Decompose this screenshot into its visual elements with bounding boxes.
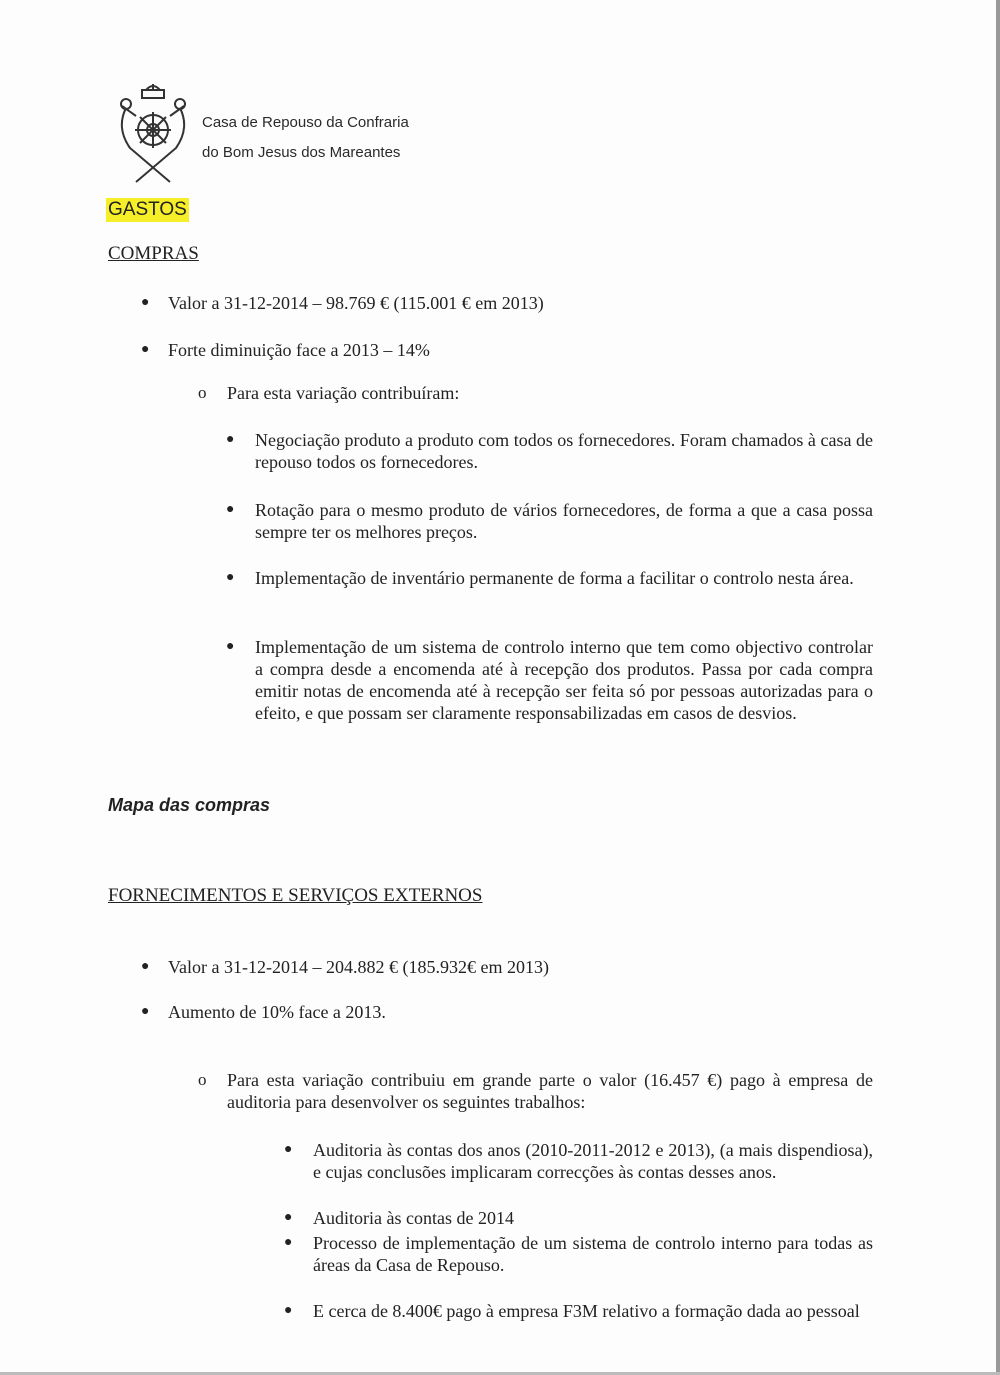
bullet-icon: ● [284, 1142, 293, 1157]
fse-item: Auditoria às contas de 2014 [313, 1208, 514, 1228]
compras-change: Forte diminuição face a 2013 – 14% [168, 340, 430, 360]
compras-value: Valor a 31-12-2014 – 98.769 € (115.001 € em 2013) [168, 293, 544, 313]
fse-sub-intro: Para esta variação contribuiu em grande parte o valor (16.457 €) pago à empresa de auditoria para desenvolver os seguintes trabalhos: [227, 1070, 873, 1112]
bullet-icon: ● [226, 432, 235, 447]
bullet-icon: ● [226, 639, 235, 654]
heading-fse: FORNECIMENTOS E SERVIÇOS EXTERNOS [108, 885, 483, 906]
circle-bullet-icon: o [198, 1070, 207, 1089]
bullet-icon: ● [284, 1303, 293, 1318]
confraria-logo-icon [112, 84, 194, 186]
bullet-icon: ● [226, 570, 235, 585]
compras-item: Implementação de um sistema de controlo interno que tem como objectivo controlar a compra desde a encomenda até à recepção dos produtos. Passa por cada compra emitir notas de encomenda até à recepção ser feita só por pessoas autorizadas para o efeito, e que possam ser claramente responsabilizadas em casos de desvios. [255, 637, 873, 723]
bullet-icon: ● [141, 342, 150, 357]
compras-item: Negociação produto a produto com todos os fornecedores. Foram chamados à casa de repouso todos os fornecedores. [255, 430, 873, 472]
fse-item: Processo de implementação de um sistema de controlo interno para todas as áreas da Casa de Repouso. [313, 1233, 873, 1275]
bullet-icon: ● [284, 1235, 293, 1250]
compras-item: Implementação de inventário permanente de forma a facilitar o controlo nesta área. [255, 568, 854, 588]
circle-bullet-icon: o [198, 383, 207, 402]
fse-change: Aumento de 10% face a 2013. [168, 1002, 386, 1022]
compras-item: Rotação para o mesmo produto de vários fornecedores, de forma a que a casa possa sempre ter os melhores preços. [255, 500, 873, 542]
bullet-icon: ● [284, 1210, 293, 1225]
bullet-icon: ● [226, 502, 235, 517]
bullet-icon: ● [141, 295, 150, 310]
org-name-line2: do Bom Jesus dos Mareantes [202, 144, 401, 161]
fse-item: E cerca de 8.400€ pago à empresa F3M relativo a formação dada ao pessoal [313, 1301, 860, 1321]
compras-sub-intro: Para esta variação contribuíram: [227, 383, 460, 403]
scan-edge [996, 0, 1000, 1375]
fse-value: Valor a 31-12-2014 – 204.882 € (185.932€ em 2013) [168, 957, 549, 977]
fse-item: Auditoria às contas dos anos (2010-2011-2012 e 2013), (a mais dispendiosa), e cujas conclusões implicaram correcções às contas desses anos. [313, 1140, 873, 1182]
bullet-icon: ● [141, 959, 150, 974]
section-title-gastos: GASTOS [108, 199, 187, 220]
mapa-compras-title: Mapa das compras [108, 795, 271, 815]
org-name-line1: Casa de Repouso da Confraria [202, 114, 409, 131]
heading-compras: COMPRAS [108, 243, 199, 264]
bullet-icon: ● [141, 1004, 150, 1019]
